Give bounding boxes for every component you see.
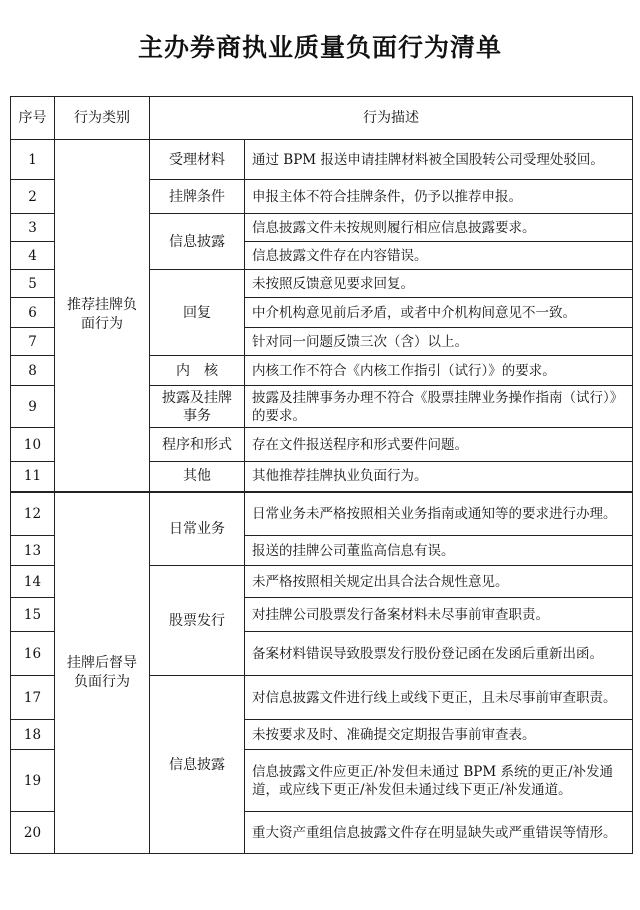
row-number: 14 [11, 566, 55, 598]
header-category: 行为类别 [55, 97, 150, 140]
row-number: 19 [11, 750, 55, 812]
description-cell: 存在文件报送程序和形式要件问题。 [245, 428, 633, 462]
category-cell: 推荐挂牌负面行为 [55, 140, 150, 492]
description-cell: 对挂牌公司股票发行备案材料未尽事前审查职责。 [245, 598, 633, 632]
description-cell: 针对同一问题反馈三次（含）以上。 [245, 328, 633, 356]
description-cell: 披露及挂牌事务办理不符合《股票挂牌业务操作指南（试行）》的要求。 [245, 386, 633, 428]
header-description: 行为描述 [150, 97, 633, 140]
document-title: 主办券商执业质量负面行为清单 [137, 33, 502, 62]
row-number: 6 [11, 298, 55, 328]
row-number: 2 [11, 180, 55, 214]
row-number: 3 [11, 214, 55, 242]
type-cell: 其他 [150, 462, 245, 492]
description-cell: 信息披露文件存在内容错误。 [245, 242, 633, 270]
type-cell: 信息披露 [150, 214, 245, 270]
category-cell: 挂牌后督导负面行为 [55, 492, 150, 854]
row-number: 16 [11, 632, 55, 676]
description-cell: 备案材料错误导致股票发行股份登记函在发函后重新出函。 [245, 632, 633, 676]
row-number: 1 [11, 140, 55, 180]
description-cell: 通过 BPM 报送申请挂牌材料被全国股转公司受理处驳回。 [245, 140, 633, 180]
row-number: 7 [11, 328, 55, 356]
row-number: 10 [11, 428, 55, 462]
type-cell: 信息披露 [150, 676, 245, 854]
description-cell: 申报主体不符合挂牌条件，仍予以推荐申报。 [245, 180, 633, 214]
row-number: 5 [11, 270, 55, 298]
description-cell: 未严格按照相关规定出具合法合规性意见。 [245, 566, 633, 598]
description-cell: 其他推荐挂牌执业负面行为。 [245, 462, 633, 492]
description-cell: 信息披露文件未按规则履行相应信息披露要求。 [245, 214, 633, 242]
description-cell: 未按要求及时、准确提交定期报告事前审查表。 [245, 720, 633, 750]
row-number: 17 [11, 676, 55, 720]
row-number: 9 [11, 386, 55, 428]
row-number: 13 [11, 536, 55, 566]
type-cell: 内 核 [150, 356, 245, 386]
type-cell: 日常业务 [150, 492, 245, 566]
description-cell: 日常业务未严格按照相关业务指南或通知等的要求进行办理。 [245, 492, 633, 536]
type-cell: 披露及挂牌事务 [150, 386, 245, 428]
type-cell: 股票发行 [150, 566, 245, 676]
type-cell: 受理材料 [150, 140, 245, 180]
table-header-row [11, 97, 633, 140]
row-number: 15 [11, 598, 55, 632]
row-number: 11 [11, 462, 55, 492]
type-cell: 回复 [150, 270, 245, 356]
row-number: 8 [11, 356, 55, 386]
row-number: 18 [11, 720, 55, 750]
description-cell: 中介机构意见前后矛盾，或者中介机构间意见不一致。 [245, 298, 633, 328]
negative-behavior-table [10, 96, 633, 854]
description-cell: 信息披露文件应更正/补发但未通过 BPM 系统的更正/补发通道，或应线下更正/补发但未通过线下更正/补发通道。 [245, 750, 633, 812]
row-number: 12 [11, 492, 55, 536]
row-number: 20 [11, 812, 55, 854]
description-cell: 对信息披露文件进行线上或线下更正，且未尽事前审查职责。 [245, 676, 633, 720]
description-cell: 内核工作不符合《内核工作指引（试行）》的要求。 [245, 356, 633, 386]
row-number: 4 [11, 242, 55, 270]
description-cell: 未按照反馈意见要求回复。 [245, 270, 633, 298]
type-cell: 程序和形式 [150, 428, 245, 462]
description-cell: 报送的挂牌公司董监高信息有误。 [245, 536, 633, 566]
table-row [11, 492, 633, 536]
table-row [11, 140, 633, 180]
type-cell: 挂牌条件 [150, 180, 245, 214]
header-no: 序号 [11, 97, 55, 140]
description-cell: 重大资产重组信息披露文件存在明显缺失或严重错误等情形。 [245, 812, 633, 854]
